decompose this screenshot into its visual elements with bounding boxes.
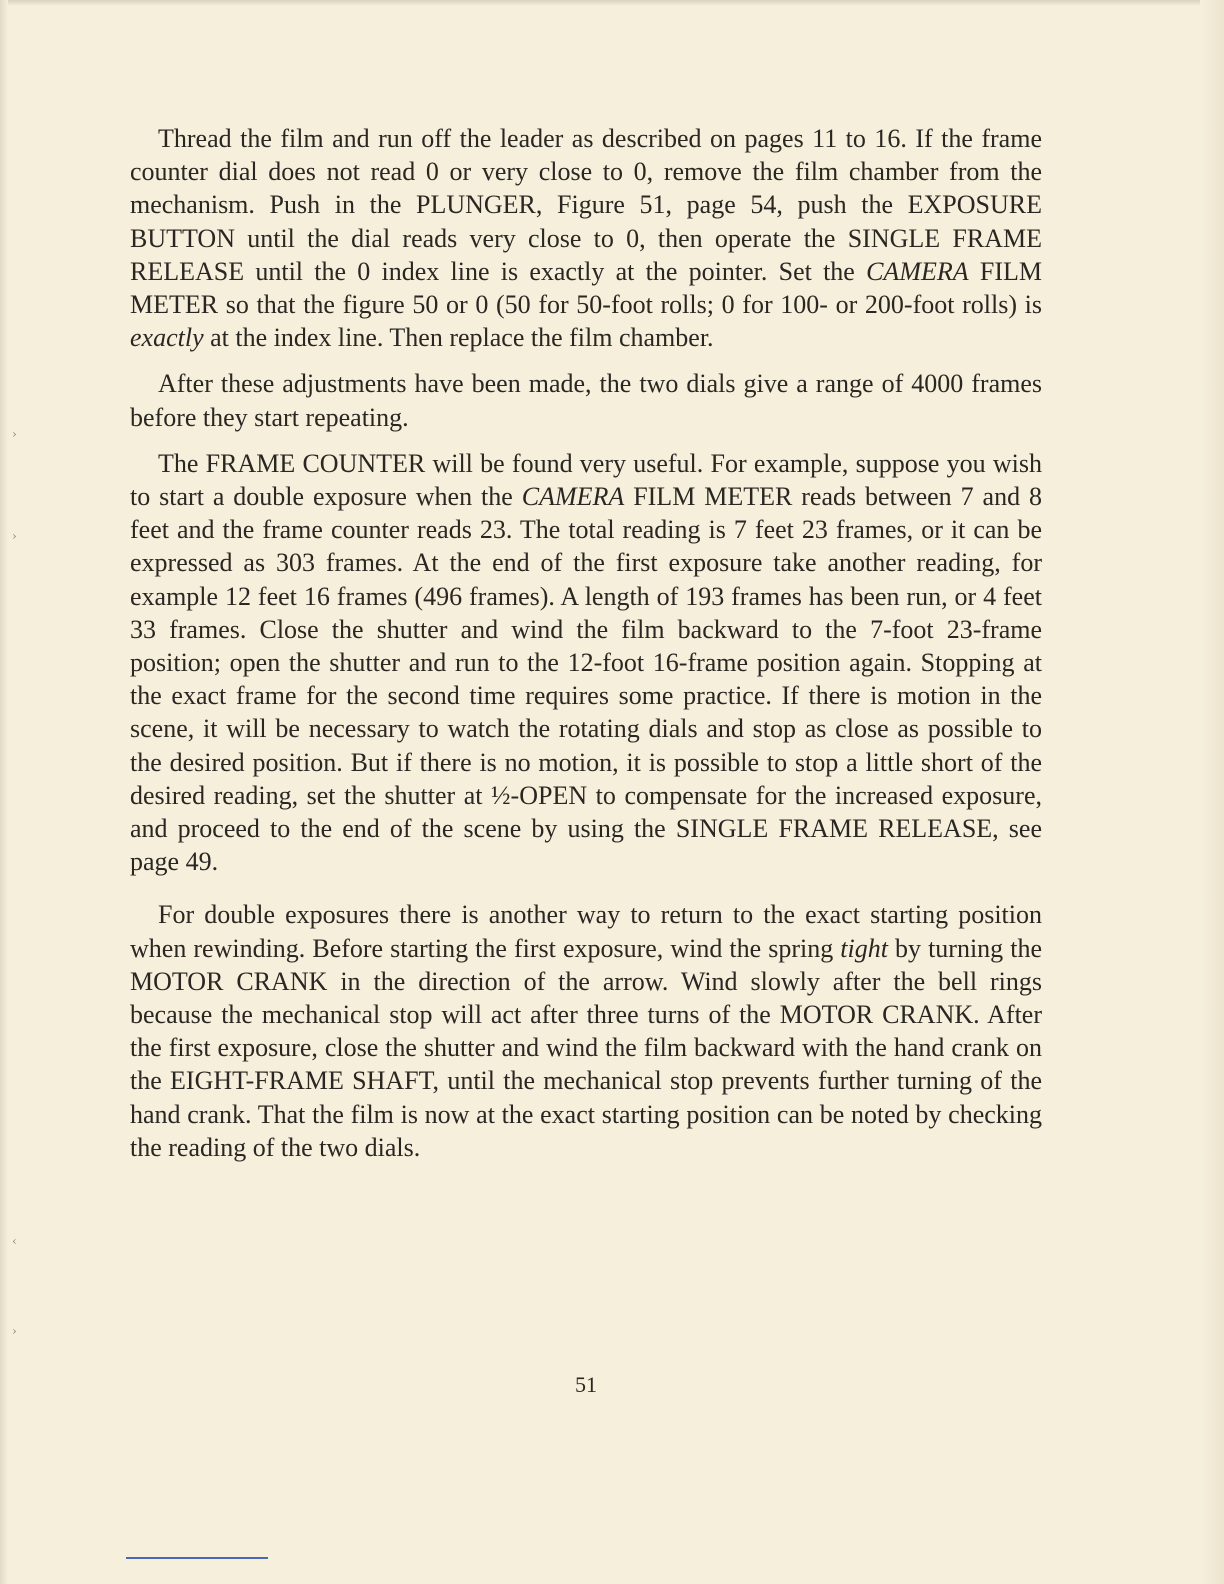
footer-rule [126,1557,268,1559]
paragraph [130,898,1042,1164]
paragraph [130,122,1042,354]
margin-mark: ‹ [12,1234,17,1248]
italic-text: CAMERA [866,256,969,286]
margin-mark: › [12,427,17,441]
page-left-edge [0,0,8,1584]
text-run: For double exposures there is another way to return to the exact starting position when rewinding. Before starting the first exposure, wind the spring [130,900,1042,963]
text-run: After these adjustments have been made, the two dials give a range of 4000 frames before they start repeating. [130,369,1042,432]
text-run: at the index line. Then replace the film chamber. [203,323,714,353]
text-run: Thread the film and run off the leader as described on pages 11 to 16. If the frame counter dial does not read 0 or very close to 0, remove the film chamber from the mechanism. Push in the PLUNGER, Figure 51, page 54, push the EXPOSURE BUTTON until the dial reads very close to 0, then operate the SINGLE FRAME RELEASE until the 0 index line is exactly at the pointer. Set the [130,124,1042,286]
italic-text: CAMERA [521,482,625,512]
margin-mark: › [12,1324,17,1338]
page-right-edge [1200,0,1224,1584]
body-text [130,122,1042,1177]
text-run: by turning the MOTOR CRANK in the direction of the arrow. Wind slowly after the bell rings because the mechanical stop will act after three turns of the MOTOR CRANK. After the first exposure, close the shutter and wind the film backward with the hand crank on the EIGHT-FRAME SHAFT, until the mechanical stop prevents further turning of the hand crank. That the film is now at the exact starting position can be noted by checking the reading of the two dials. [130,933,1043,1162]
margin-mark: › [12,529,17,543]
page-number: 51 [575,1372,597,1397]
italic-text: tight [840,933,888,963]
paragraph [130,367,1042,433]
text-run: FILM METER reads between 7 and 8 feet and the frame counter reads 23. The total reading is 7 feet 23 frames, or it can be expressed as 303 frames. At the end of the first exposure take another reading, for example 12 feet 16 frames (496 frames). A length of 193 frames has been run, or 4 feet 33 frames. Close the shutter and wind the film backward to the 7-foot 23-frame position; open the shutter and run to the 12-foot 16-frame position again. Stopping at the exact frame for the second time requires some practice. If there is motion in the scene, it will be necessary to watch the rotating dials and stop as close as possible to the desired position. But if there is no motion, it is possible to stop a little short of the desired reading, set the shutter at ½-OPEN to compensate for the increased exposure, and proceed to the end of the scene by using the SINGLE FRAME RELEASE, see page 49. [130,482,1042,877]
text-run: FILM METER so that the figure 50 or 0 (50 for 50-foot rolls; 0 for 100- or 200-foot rolls) is [130,256,1042,320]
text-run: The FRAME COUNTER will be found very useful. For example, suppose you wish to start a double exposure when the [130,448,1042,512]
italic-text: exactly [130,323,204,353]
page-top-edge [0,0,1224,6]
paragraph [130,447,1042,879]
